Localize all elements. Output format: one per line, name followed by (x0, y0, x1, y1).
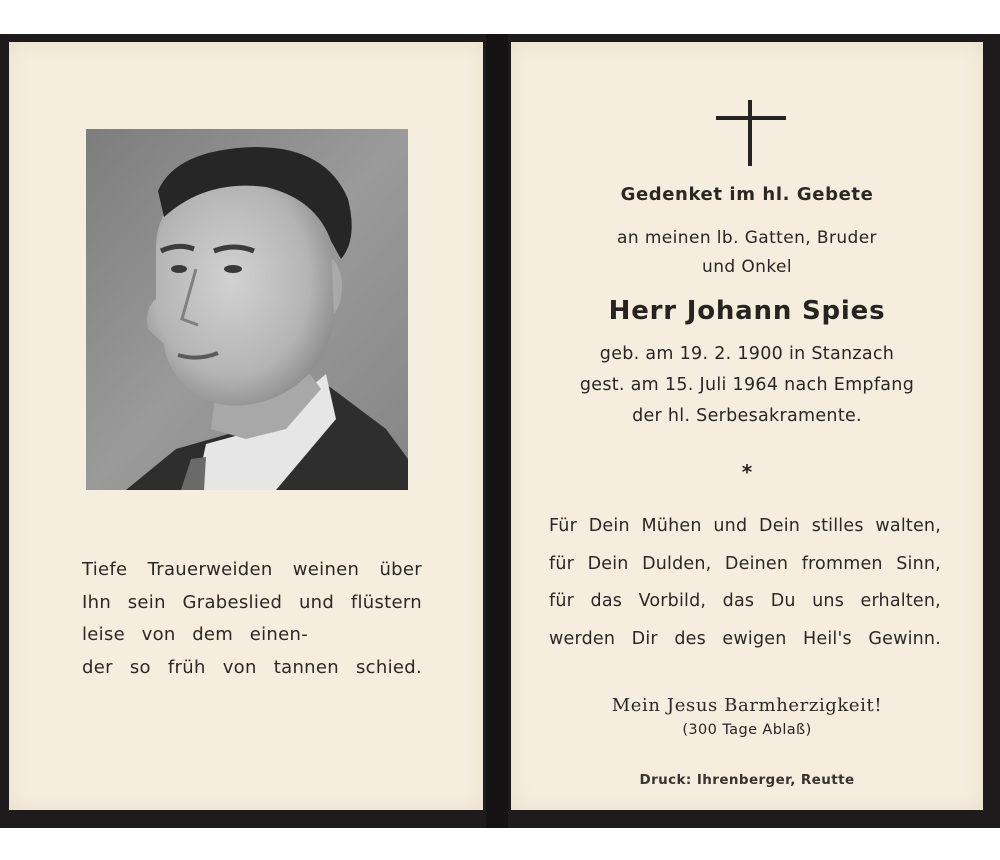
poem-word: Ihn (82, 591, 112, 613)
printer-credit: Druck: Ihrenberger, Reutte (639, 772, 855, 788)
poem-word: Vorbild, (638, 591, 707, 611)
poem-word: so (129, 656, 151, 678)
poem-word: uns (812, 591, 845, 611)
poem-line (82, 652, 422, 685)
poem-line (82, 587, 422, 620)
memorial-heading: Gedenket im hl. Gebete (620, 184, 874, 205)
intro-line-1: an meinen lb. Gatten, Bruder (617, 228, 877, 248)
poem-word: das (590, 591, 623, 611)
poem-word: von (222, 656, 257, 678)
birth-line: geb. am 19. 2. 1900 in Stanzach (599, 344, 895, 364)
poem-word: leise (82, 624, 126, 645)
poem-line (82, 554, 422, 587)
poem-word: Deinen (724, 553, 789, 574)
poem-word: des (674, 628, 706, 649)
poem-word: das (722, 591, 755, 611)
poem-word: frommen (801, 553, 883, 574)
poem-word: für (549, 591, 575, 611)
poem-word: Dein (587, 553, 629, 574)
card-fold (486, 34, 508, 828)
poem-word: für (549, 553, 575, 574)
poem-line (549, 546, 941, 584)
poem-line (549, 508, 941, 546)
poem-word: Mühen (641, 516, 702, 536)
poem-word: einen- (249, 624, 308, 645)
prayer-line: Mein Jesus Barmherzigkeit! (611, 695, 883, 716)
poem-word: Heil's (803, 628, 852, 649)
left-panel (9, 42, 483, 810)
right-poem (549, 508, 941, 658)
poem-word: weinen (292, 559, 360, 580)
poem-word: Dulden, (642, 553, 712, 574)
poem-word: werden (549, 628, 616, 649)
poem-word: Sinn, (896, 553, 941, 574)
poem-word: schied. (355, 656, 422, 678)
poem-word: erhalten, (860, 591, 941, 611)
poem-word: flüstern (350, 591, 422, 613)
death-line-2: der hl. Serbesakramente. (632, 406, 862, 426)
poem-word: Dein (759, 516, 801, 536)
memorial-card (0, 34, 1000, 828)
poem-line (549, 621, 941, 659)
separator-star: * (741, 460, 753, 484)
death-line-1: gest. am 15. Juli 1964 nach Empfang (579, 375, 915, 395)
poem-word: dem (192, 624, 234, 645)
poem-word: tannen (273, 656, 339, 678)
cross-icon (716, 100, 786, 166)
poem-word: von (141, 624, 176, 645)
poem-word: der (82, 656, 113, 678)
poem-word: sein (127, 591, 166, 613)
poem-word: ewigen (722, 628, 787, 649)
indulgence-note: (300 Tage Ablaß) (682, 722, 812, 738)
poem-word: früh (167, 656, 206, 678)
poem-word: walten, (875, 516, 941, 536)
poem-line (549, 583, 941, 621)
poem-word: stilles (811, 516, 864, 536)
right-panel (511, 42, 983, 810)
poem-word: und (713, 516, 748, 536)
poem-word: Dein (588, 516, 630, 536)
poem-word: Für (549, 516, 577, 536)
poem-word: und (298, 591, 335, 613)
poem-line (82, 619, 308, 652)
poem-word: über (379, 559, 422, 580)
poem-word: Trauerweiden (147, 559, 273, 580)
deceased-name: Herr Johann Spies (608, 296, 886, 326)
poem-word: Gewinn. (868, 628, 941, 649)
poem-word: Du (770, 591, 796, 611)
portrait-photo (86, 129, 408, 490)
poem-word: Dir (631, 628, 658, 649)
poem-word: Tiefe (82, 559, 128, 580)
poem-word: Grabeslied (182, 591, 283, 613)
intro-line-2: und Onkel (702, 257, 792, 277)
left-poem (82, 554, 422, 684)
